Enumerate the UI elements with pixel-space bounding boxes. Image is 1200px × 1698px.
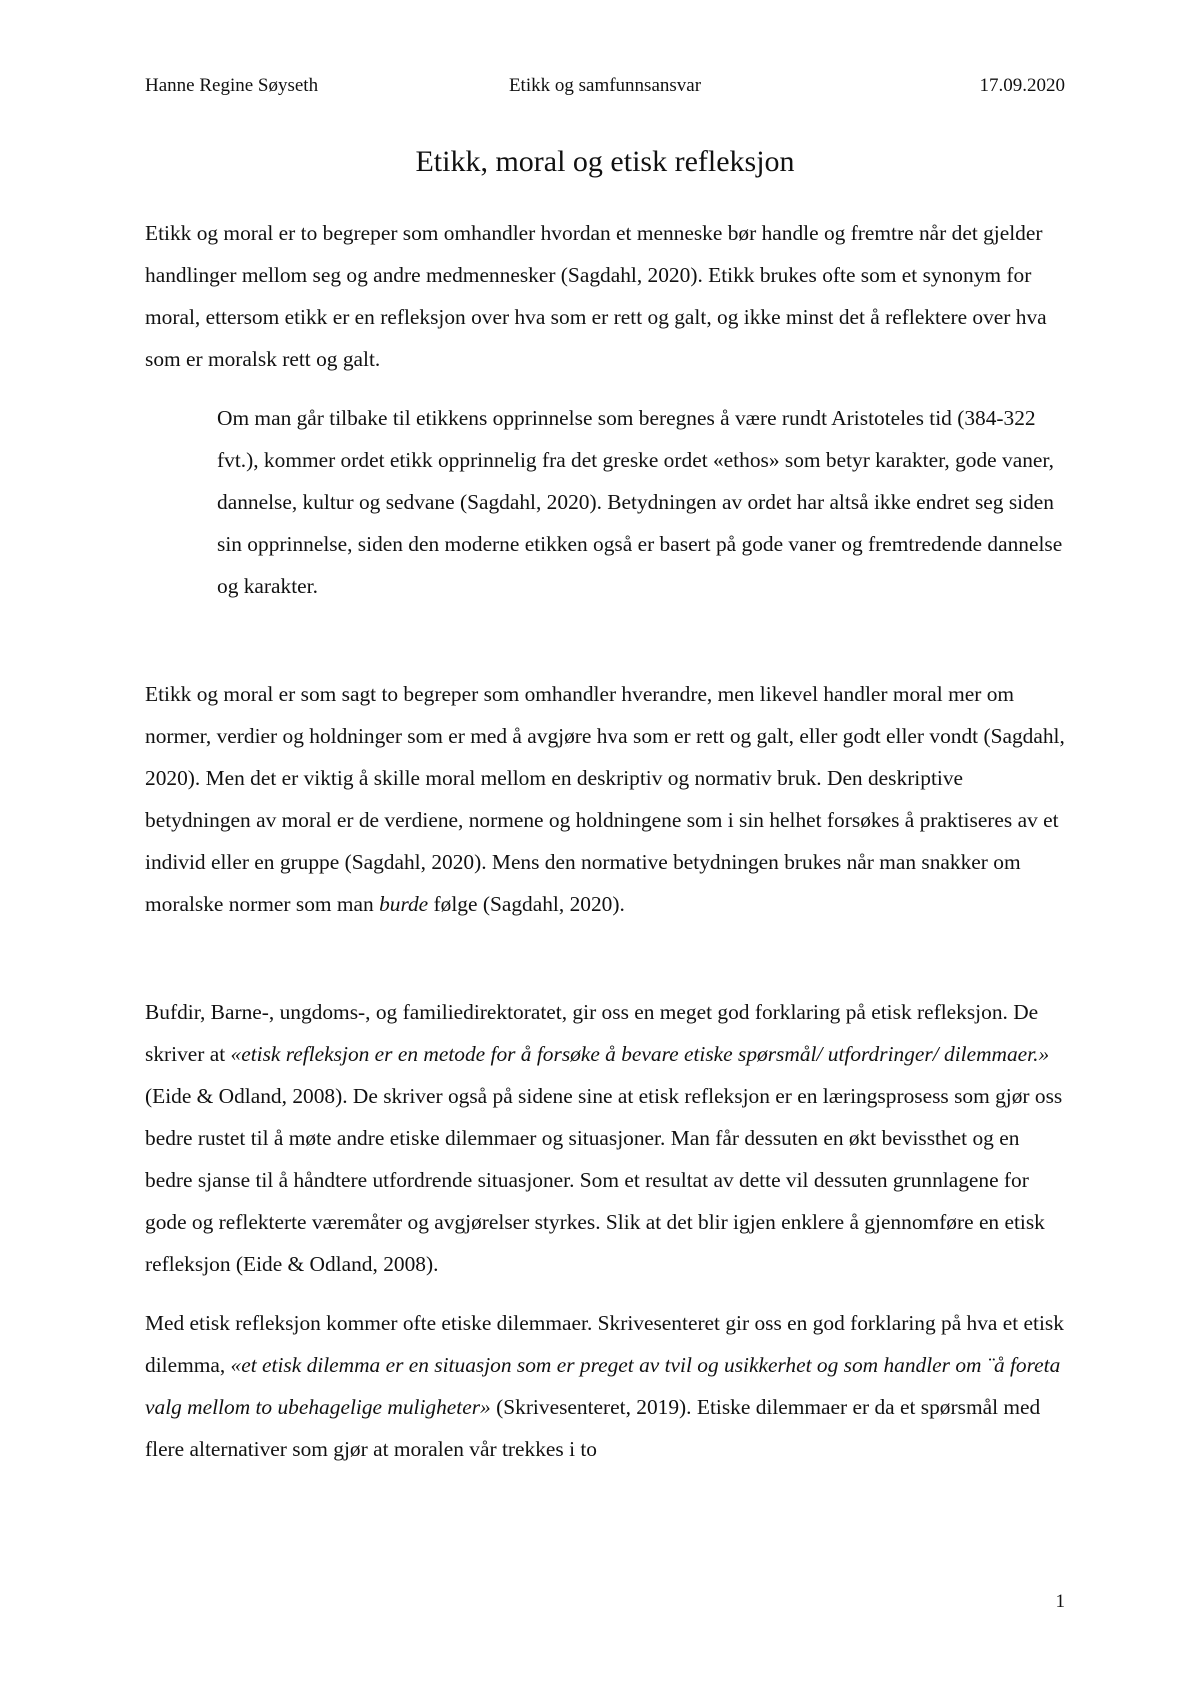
paragraph-5-text-b: (Skrivesenteret, 2019). Etiske dilemmaer er da et spørsmål med flere alternativer som gjør at moralen vår trekkes i to — [145, 1395, 1041, 1461]
paragraph-4 — [145, 991, 1067, 1285]
header-date: 17.09.2020 — [979, 75, 1065, 96]
paragraph-5 — [145, 1302, 1067, 1470]
paragraph-4-text-a: Bufdir, Barne-, ungdoms-, og familiedirektoratet, gir oss en meget god forklaring på etisk refleksjon. De skriver at — [145, 1000, 1039, 1066]
page-number: 1 — [1055, 1591, 1065, 1612]
paragraph-5-quote: «et etisk dilemma er en situasjon som er preget av tvil og usikkerhet og som handler om ¨å foreta valg mellom to ubehagelige muligheter» — [145, 1353, 1061, 1419]
paragraph-2-indented: Om man går tilbake til etikkens opprinnelse som beregnes å være rundt Aristoteles tid (384-322 fvt.), kommer ordet etikk opprinnelig fra det greske ordet «ethos» som betyr karakter, gode vaner, dannelse, kultur og sedvane (Sagdahl, 2020). Betydningen av ordet har altså ikke endret seg siden sin opprinnelse, siden den moderne etikken også er basert på gode vaner og fremtredende dannelse og karakter. — [217, 406, 1063, 598]
paragraph-3 — [145, 673, 1067, 925]
paragraph-3-text-a: Etikk og moral er som sagt to begreper som omhandler hverandre, men likevel handler moral mer om normer, verdier og holdninger som er med å avgjøre hva som er rett og galt, eller godt eller vondt (Sagdahl, 2020). Men det er viktig å skille moral mellom en deskriptiv og normativ bruk. Den deskriptive betydningen av moral er de verdiene, normene og holdningene som i sin helhet forsøkes å praktiseres av et individ eller en gruppe (Sagdahl, 2020). Mens den normative betydningen brukes når man snakker om moralske normer som man — [145, 682, 1065, 916]
paragraph-5-text-a: Med etisk refleksjon kommer ofte etiske dilemmaer. Skrivesenteret gir oss en god forklaring på hva et etisk dilemma, — [145, 1311, 1064, 1377]
header-course: Etikk og samfunnsansvar — [508, 75, 702, 96]
paragraph-1: Etikk og moral er to begreper som omhandler hvordan et menneske bør handle og fremtre når det gjelder handlinger mellom seg og andre medmennesker (Sagdahl, 2020). Etikk brukes ofte som et synonym for moral, ettersom etikk er en refleksjon over hva som er rett og galt, og ikke minst det å reflektere over hva som er moralsk rett og galt. — [145, 221, 1047, 371]
paragraph-4-quote: «etisk refleksjon er en metode for å forsøke å bevare etiske spørsmål/ utfordringer/ dilemmaer.» — [230, 1042, 1050, 1066]
header-author: Hanne Regine Søyseth — [145, 75, 319, 96]
paragraph-3-emphasis: burde — [379, 892, 429, 916]
document-body — [145, 212, 1067, 1470]
document-title: Etikk, moral og etisk refleksjon — [415, 145, 795, 178]
paragraph-4-text-b: (Eide & Odland, 2008). De skriver også på sidene sine at etisk refleksjon er en læringsprosess som gjør oss bedre rustet til å møte andre etiske dilemmaer og situasjoner. Man får dessuten en økt bevissthet og en bedre sjanse til å håndtere utfordrende situasjoner. Som et resultat av dette vil dessuten grunnlagene for gode og reflekterte væremåter og avgjørelser styrkes. Slik at det blir igjen enklere å gjennomføre en etisk refleksjon (Eide & Odland, 2008). — [145, 1084, 1063, 1276]
page-header — [145, 72, 1065, 100]
paragraph-3-text-b: følge (Sagdahl, 2020). — [428, 892, 625, 916]
